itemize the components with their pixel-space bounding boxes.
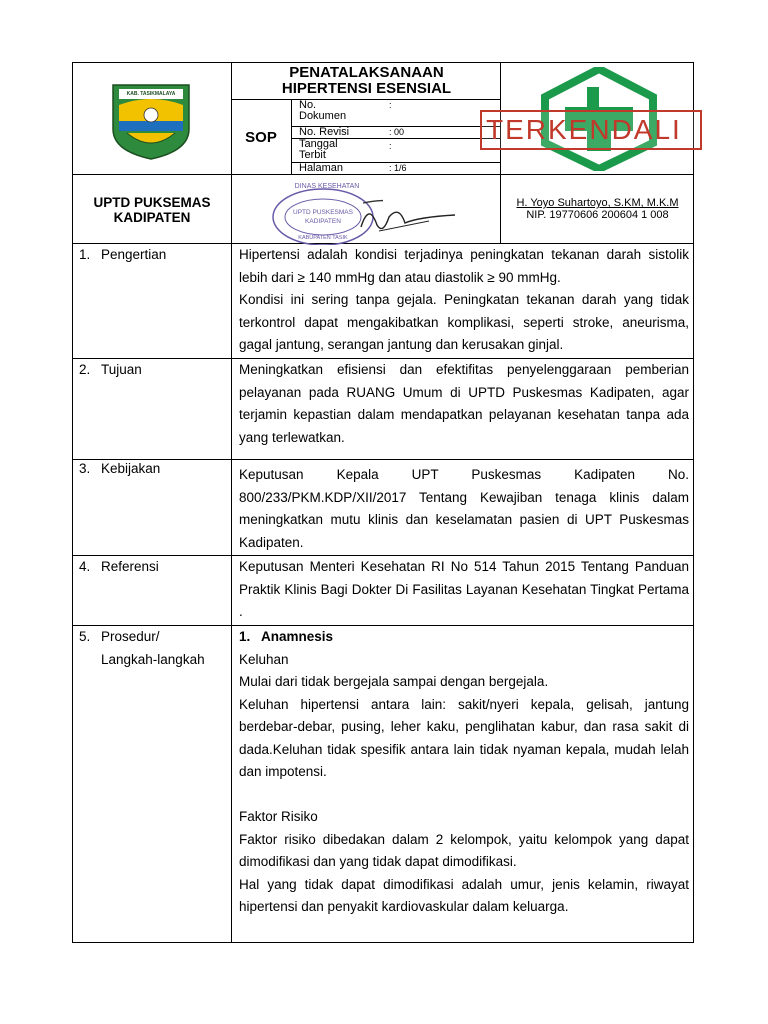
section-prosedur <box>73 626 693 943</box>
paragraph: Hal yang tidak dapat dimodifikasi adalah umur, jenis kelamin, riwayat hipertensi dan penyakit kardiovaskular dalam keluarga. <box>239 876 689 914</box>
meta-date-label: Tanggal Terbit <box>299 138 338 161</box>
paragraph: Faktor risiko dibedakan dalam 2 kelompok, yaitu kelompok yang dapat dimodifikasi dan yang tidak dapat dimodifikasi. <box>239 831 689 869</box>
subheading: Faktor Risiko <box>239 809 318 824</box>
paragraph: Keluhan hipertensi antara lain: sakit/nyeri kepala, gelisah, jantung berdebar-debar, pusing, leher kaku, penglihatan kabur, dan rasa sakit di dada.Keluhan tidak spesifik antara lain tidak nyaman kepala, mudah lelah dan impotensi. <box>239 696 689 779</box>
meta-doc-number-label: No. Dokumen <box>299 99 347 122</box>
kabupaten-logo <box>107 77 195 161</box>
section-kebijakan <box>73 460 693 556</box>
meta-page-label: Halaman <box>299 162 344 174</box>
paragraph: Keputusan Kepala UPT Puskesmas Kadipaten No. 800/233/PKM.KDP/XII/2017 Tentang Kewajiban tenaga klinis dalam meningkatkan mutu klinis dan keselamatan pasien di UPT Puskesmas Kadipaten. <box>239 467 689 550</box>
meta-revision-label: No. Revisi <box>299 126 350 138</box>
seal-mid-text-2: KADIPATEN <box>305 218 341 225</box>
document-title <box>232 65 501 97</box>
paragraph: Keputusan Menteri Kesehatan RI No 514 Tahun 2015 Tentang Panduan Praktik Klinis Bagi Dokter Di Fasilitas Layanan Kesehatan Tingkat Pertama . <box>239 559 689 619</box>
meta-revision-value: : 00 <box>389 127 405 137</box>
section-label: 5. Prosedur/ Langkah-langkah <box>79 629 205 667</box>
section-label: 1. Pengertian <box>79 247 167 262</box>
signer-name: H. Yoyo Suhartoyo, S.KM, M.K.M <box>516 197 679 209</box>
terkendali-stamp: TERKENDALI <box>480 110 702 150</box>
signature <box>359 197 459 237</box>
section-content <box>239 244 689 357</box>
procedure-heading: 1. Anamnesis <box>239 629 334 644</box>
sop-label: SOP <box>245 129 277 146</box>
meta-page-value: : 1/6 <box>389 163 407 173</box>
seal-top-text: DINAS KESEHATAN <box>294 183 360 190</box>
meta-date-value: : <box>389 141 392 151</box>
meta-doc-number-value: : <box>389 100 392 110</box>
section-tujuan <box>73 359 693 460</box>
title-line-2: HIPERTENSI ESENSIAL <box>281 80 452 97</box>
section-pengertian <box>73 244 693 359</box>
paragraph: Meningkatkan efisiensi dan efektifitas penyelenggaraan pemberian pelayanan pada RUANG Umum di UPTD Puskesmas Kadipaten, agar terjamin kepastian dalam mendapatkan pelayanan kesehatan tanpa ada yang terlewatkan. <box>239 362 689 445</box>
seal-bottom-text: KABUPATEN TASIK <box>298 235 348 241</box>
paragraph: Hipertensi adalah kondisi terjadinya peningkatan tekanan darah sistolik lebih dari ≥ 140 mmHg dan atau diastolik ≥ 90 mmHg. <box>239 247 689 285</box>
section-label: 3. Kebijakan <box>79 461 161 476</box>
signer-nip: NIP. 19770606 200604 1 008 <box>526 209 669 221</box>
section-referensi <box>73 556 693 626</box>
section-content <box>239 464 689 554</box>
logo-caption: KAB. TASIKMALAYA <box>126 91 176 97</box>
seal-mid-text-1: UPTD PUSKESMAS <box>293 209 353 216</box>
signer-block <box>500 197 695 221</box>
paragraph: Mulai dari tidak bergejala sampai dengan bergejala. <box>239 674 549 689</box>
org-name: UPTD PUKSEMAS KADIPATEN <box>93 195 211 225</box>
paragraph: Kondisi ini sering tanpa gejala. Peningkatan tekanan darah yang tidak terkontrol dapat mengakibatkan komplikasi, seperti stroke, aneurisma, gagal jantung, serangan jantung dan kerusakan ginjal. <box>239 292 689 352</box>
section-content <box>239 556 689 624</box>
subheading: Keluhan <box>239 651 289 667</box>
org-signature-row <box>72 175 694 244</box>
title-line-1: PENATALAKSANAAN <box>289 64 444 81</box>
section-content <box>239 626 689 919</box>
section-content <box>239 359 689 449</box>
sop-body-table <box>72 244 694 943</box>
section-label: 4. Referensi <box>79 559 159 574</box>
section-label: 2. Tujuan <box>79 362 142 377</box>
